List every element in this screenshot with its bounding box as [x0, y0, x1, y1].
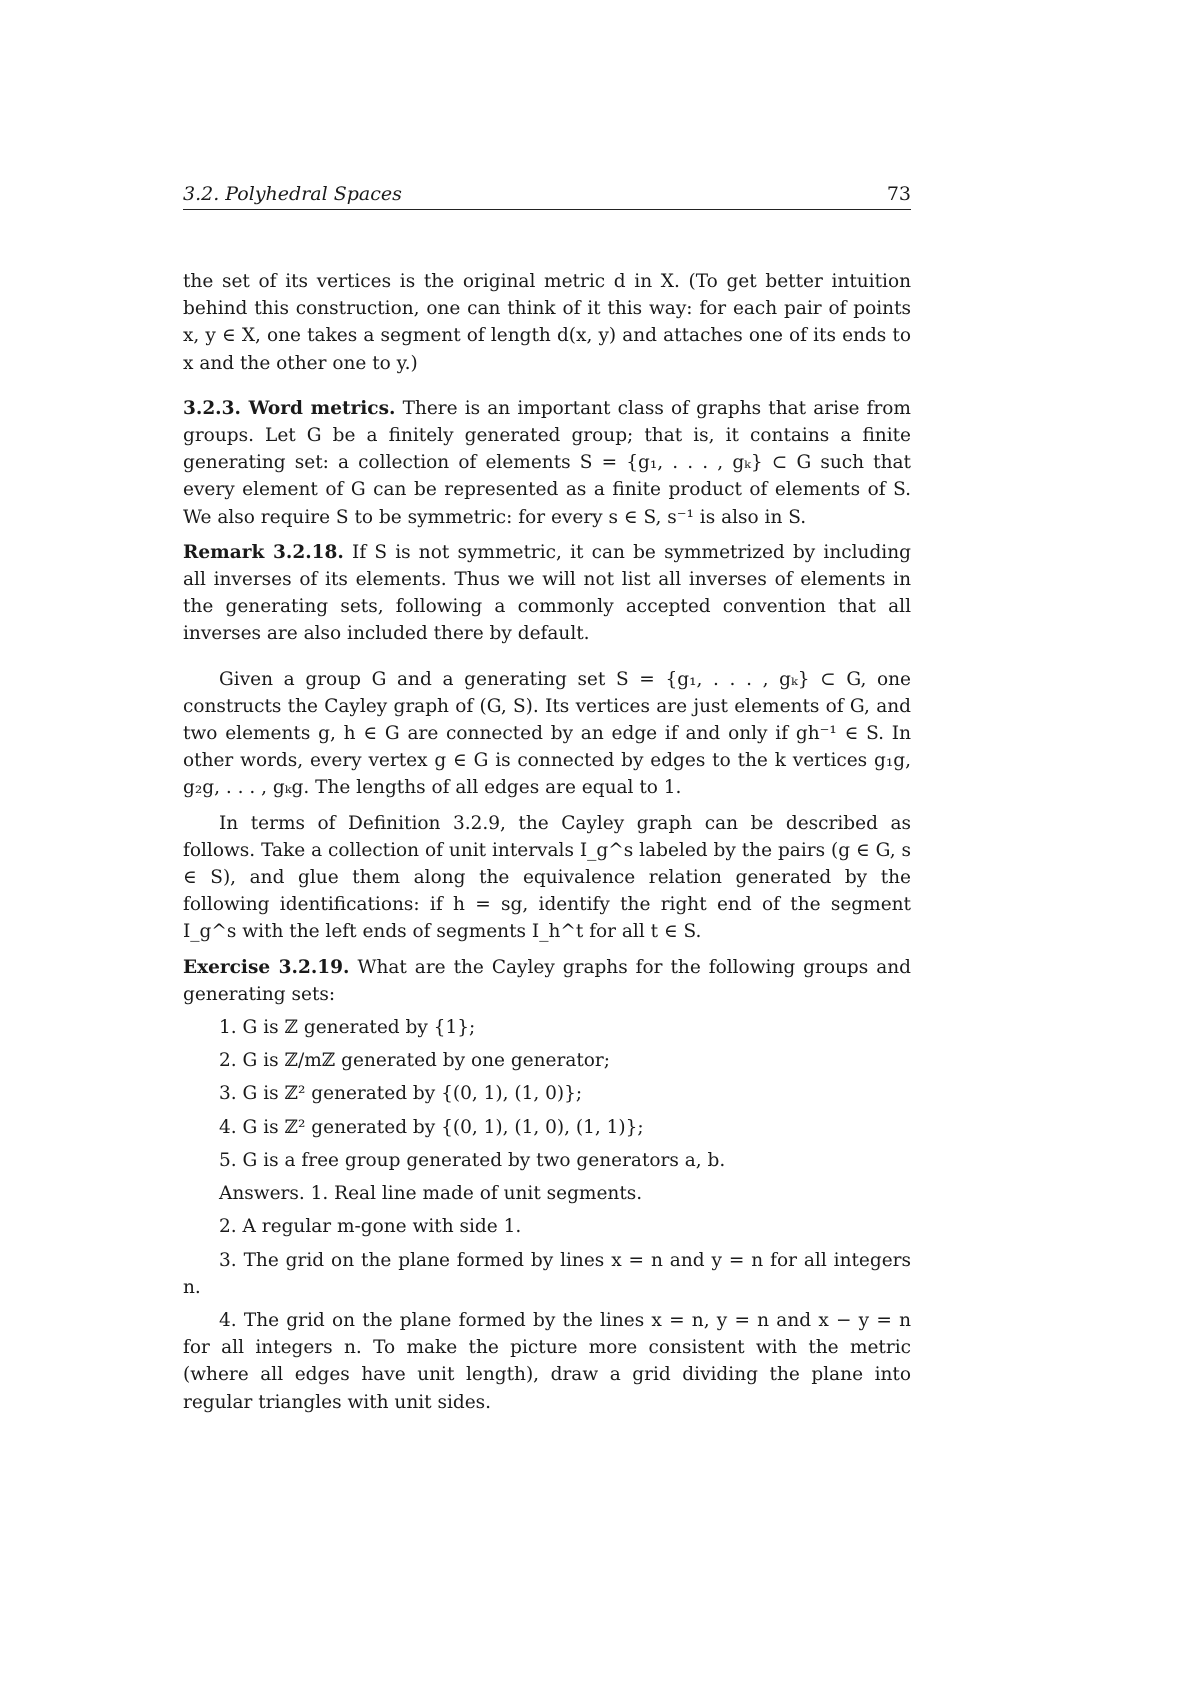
list-item: 1. G is ℤ generated by {1}; — [219, 1017, 476, 1039]
answer: 3. The grid on the plane formed by lines x = n and y = n for all integers n. — [183, 1249, 911, 1298]
paragraph: In terms of Definition 3.2.9, the Cayley graph can be described as follows. Take a collection of unit intervals I_g^s labeled by the pairs (g ∈ G, s ∈ S), and glue them along the equivalence relation generated by the following identifications: if h = sg, identify the right end of the segment I_g^s with the left ends of segments I_h^t for all t ∈ S. — [183, 812, 911, 943]
running-header — [183, 183, 911, 210]
paragraph: the set of its vertices is the original metric d in X. (To get better intuition behind this construction, one can think of it this way: for each pair of points x, y ∈ X, one takes a segment of length d(x, y) and attaches one of its ends to x and the other one to y.) — [183, 271, 911, 374]
subsection-title: 3.2.3. Word metrics. — [183, 397, 396, 419]
list-item: 2. G is ℤ/mℤ generated by one generator; — [219, 1050, 611, 1072]
answer: 2. A regular m-gone with side 1. — [219, 1216, 522, 1238]
paragraph: There is an important class of graphs that arise from groups. Let G be a finitely generated group; that is, it contains a finite generating set: a collection of elements S = {g₁, . . . , gₖ} ⊂ G such that every element of G can be represented as a finite product of elements of S. We also require S to be symmetric: for every s ∈ S, s⁻¹ is also in S. — [183, 397, 911, 528]
list-item: 3. G is ℤ² generated by {(0, 1), (1, 0)}; — [219, 1083, 583, 1105]
exercise — [183, 954, 911, 1008]
list-item: 5. G is a free group generated by two generators a, b. — [219, 1149, 726, 1171]
answer: Answers. 1. Real line made of unit segments. — [219, 1183, 643, 1205]
exercise-text: What are the Cayley graphs for the following groups and generating sets: — [183, 956, 911, 1005]
remark-text: If S is not symmetric, it can be symmetrized by including all inverses of its elements. Thus we will not list all inverses of elements in the generating sets, following a commonly accepted convention that all inverses are also included there by default. — [183, 541, 911, 645]
section-title: 3.2. Polyhedral Spaces — [183, 183, 402, 205]
exercise-title: Exercise 3.2.19. — [183, 956, 350, 978]
list-item: 4. G is ℤ² generated by {(0, 1), (1, 0), (1, 1)}; — [219, 1116, 644, 1138]
answer: 4. The grid on the plane formed by the lines x = n, y = n and x − y = n for all integers n. To make the picture more consistent with the metric (where all edges have unit length), draw a grid dividing the plane into regular triangles with unit sides. — [183, 1309, 911, 1413]
remark — [183, 539, 911, 648]
page-number: 73 — [886, 183, 911, 205]
remark-title: Remark 3.2.18. — [183, 541, 344, 563]
page-body — [183, 268, 911, 1416]
subsection — [183, 395, 911, 531]
paragraph: Given a group G and a generating set S = {g₁, . . . , gₖ} ⊂ G, one constructs the Cayley graph of (G, S). Its vertices are just elements of G, and two elements g, h ∈ G are connected by an edge if and only if gh⁻¹ ∈ S. In other words, every vertex g ∈ G is connected by edges to the k vertices g₁g, g₂g, . . . , gₖg. The lengths of all edges are equal to 1. — [183, 668, 911, 799]
